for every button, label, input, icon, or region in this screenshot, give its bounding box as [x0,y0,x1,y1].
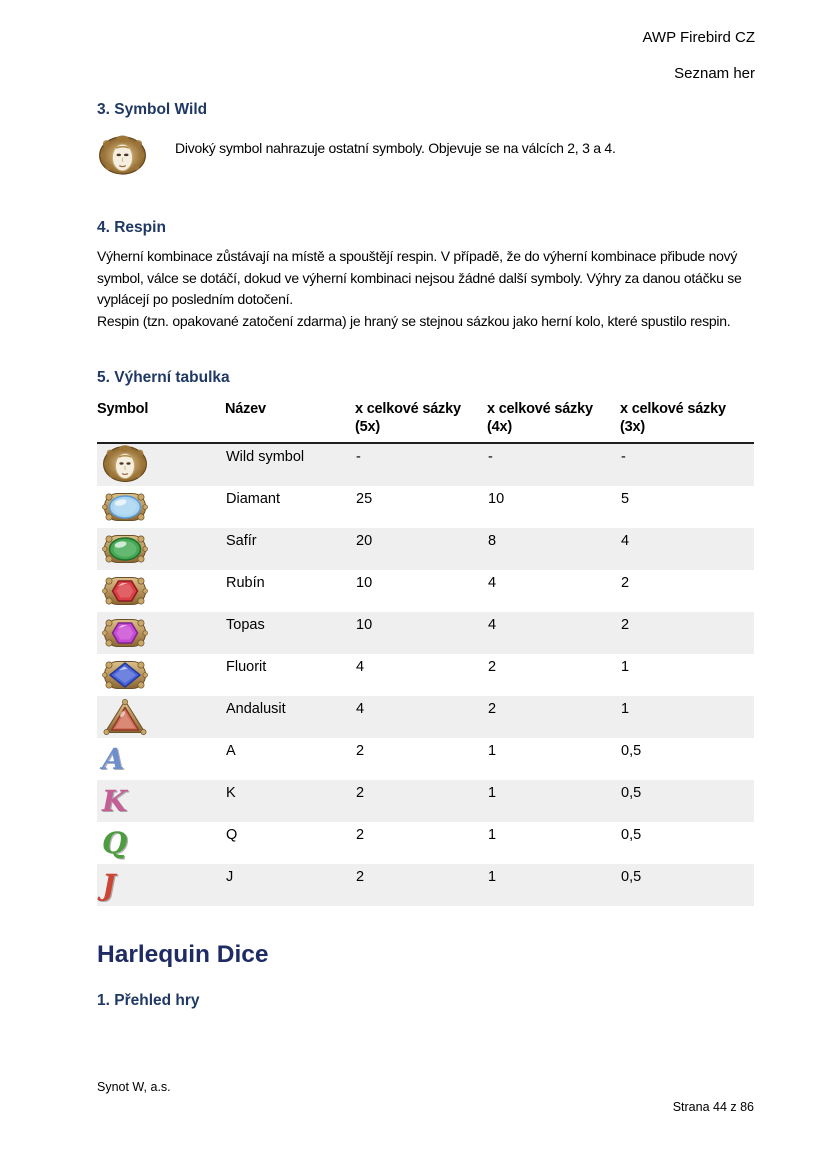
payout-3x: 2 [621,617,630,633]
table-row [97,864,754,906]
symbol-name: Topas [226,617,265,633]
symbol-name: A [226,743,236,759]
payout-4x: 1 [488,743,497,759]
payout-3x: 0,5 [621,785,642,801]
footer-company: Synot W, a.s. [97,1080,171,1094]
table-row [97,654,754,696]
payout-5x: 10 [356,617,373,633]
letter-j-icon: J [102,867,116,902]
topaz-gem-icon [102,638,148,654]
payout-3x: 5 [621,491,630,507]
document-title: AWP Firebird CZ [642,29,755,46]
letter-k-icon: K [102,783,128,818]
symbol-name: J [226,869,234,885]
symbol-name: Diamant [226,491,280,507]
payout-3x: 4 [621,533,630,549]
table-row [97,528,754,570]
wild-mask-icon [102,474,148,490]
payout-4x: 4 [488,617,497,633]
payout-5x: 25 [356,491,373,507]
andalusite-gem-icon [102,724,148,740]
payout-5x: 2 [356,743,365,759]
letter-q-icon: Q [102,825,128,860]
symbol-name: Fluorit [226,659,267,675]
col-header-bet-5x: x celkové sázky (5x) [355,401,487,443]
payout-4x: 4 [488,575,497,591]
table-row [97,443,754,486]
payout-4x: - [488,449,493,465]
respin-paragraph-2: Respin (tzn. opakované zatočení zdarma) je hraný se stejnou sázkou jako herní kolo, které spustilo respin. [97,312,731,329]
respin-paragraph-1: Výherní kombinace zůstávají na místě a spouštějí respin. V případě, že do výherní kombinace přibude nový symbol, válce se dotáčí, dokud ve výherní kombinaci nejsou žádné další symboly. Výhry za danou otáčku se vyplácejí po posledním dotočení. [97,248,742,307]
payout-5x: 2 [356,827,365,843]
payout-5x: - [356,449,361,465]
table-row [97,696,754,738]
table-row [97,780,754,822]
col-header-symbol: Symbol [97,401,225,443]
payout-5x: 2 [356,785,365,801]
footer-page-number: Strana 44 z 86 [672,1100,754,1114]
payout-4x: 1 [488,827,497,843]
payout-4x: 1 [488,869,497,885]
symbol-name: Q [226,827,238,843]
ruby-gem-icon [102,596,148,612]
paytable-header-row [97,401,754,443]
payout-4x: 2 [488,701,497,717]
payout-4x: 1 [488,785,497,801]
payout-3x: 1 [621,659,630,675]
payout-5x: 4 [356,701,365,717]
symbol-name: Andalusit [226,701,286,717]
wild-description: Divoký symbol nahrazuje ostatní symboly. Objevuje se na válcích 2, 3 a 4. [175,140,616,156]
payout-4x: 2 [488,659,497,675]
paytable [97,401,754,906]
table-row [97,738,754,780]
next-game-title: Harlequin Dice [97,941,269,968]
table-row [97,822,754,864]
payout-4x: 8 [488,533,497,549]
payout-3x: 1 [621,701,630,717]
document-subtitle: Seznam her [674,65,755,82]
section-heading-respin: 4. Respin [97,219,166,236]
symbol-name: K [226,785,236,801]
payout-4x: 10 [488,491,505,507]
symbol-name: Safír [226,533,257,549]
paytable-body [97,443,754,906]
section-heading-game-overview: 1. Přehled hry [97,992,200,1009]
sapphire-gem-icon [102,554,148,570]
table-row [97,486,754,528]
payout-3x: - [621,449,626,465]
page-header [642,29,755,82]
payout-3x: 0,5 [621,743,642,759]
payout-5x: 20 [356,533,373,549]
respin-text-block [97,246,759,332]
section-heading-symbol-wild: 3. Symbol Wild [97,101,208,118]
symbol-name: Rubín [226,575,265,591]
table-row [97,570,754,612]
payout-3x: 2 [621,575,630,591]
letter-a-icon: A [102,741,125,776]
payout-3x: 0,5 [621,869,642,885]
section-heading-paytable: 5. Výherní tabulka [97,369,230,386]
diamond-gem-icon [102,512,148,528]
col-header-bet-3x: x celkové sázky (3x) [620,401,754,443]
wild-mask-icon [98,134,148,184]
fluorite-gem-icon [102,680,148,696]
payout-3x: 0,5 [621,827,642,843]
payout-5x: 10 [356,575,373,591]
col-header-name: Název [225,401,355,443]
table-row [97,612,754,654]
col-header-bet-4x: x celkové sázky (4x) [487,401,620,443]
payout-5x: 4 [356,659,365,675]
payout-5x: 2 [356,869,365,885]
symbol-name: Wild symbol [226,449,305,465]
